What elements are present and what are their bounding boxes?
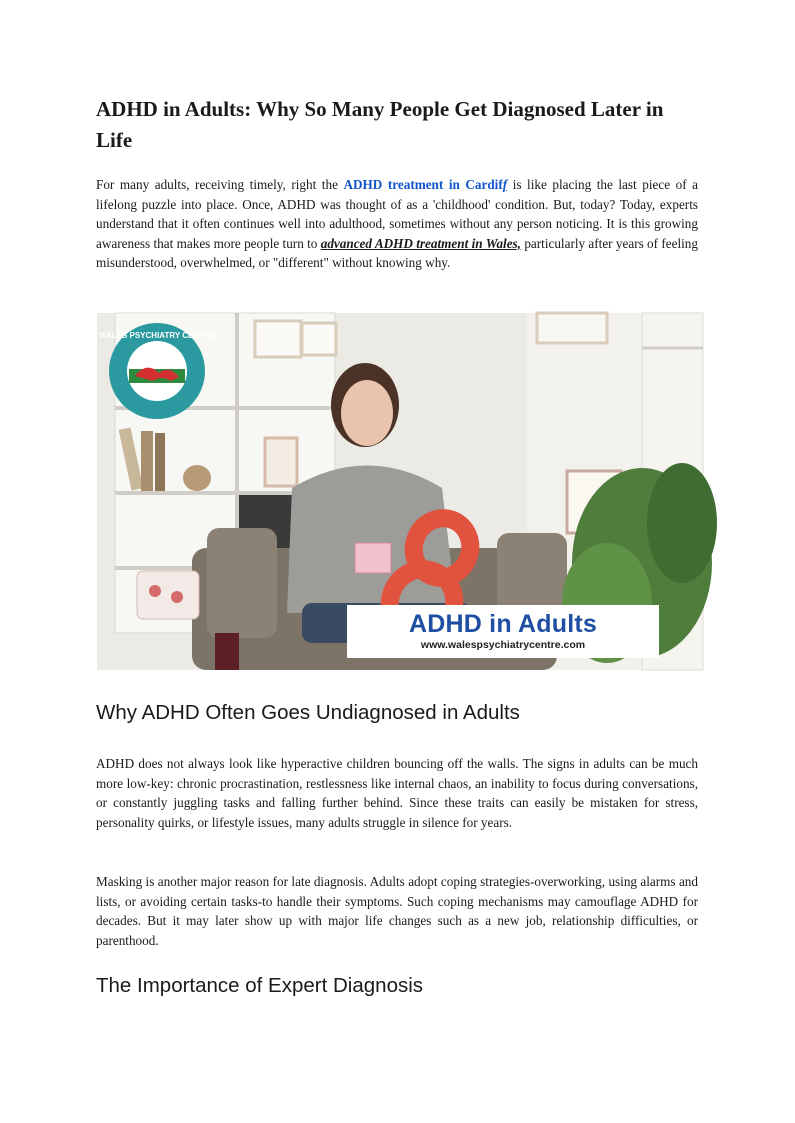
article-title: ADHD in Adults: Why So Many People Get Diagnosed Later in Life [96,97,664,152]
intro-emphasis: advanced ADHD treatment in Wales, [320,235,521,251]
intro-text-before-link: For many adults, receiving timely, right the [96,177,344,192]
section-heading-undiagnosed: Why ADHD Often Goes Undiagnosed in Adults [96,701,520,724]
adhd-treatment-cardiff-link-tail[interactable]: f [502,177,508,192]
section-heading-expert-diagnosis: The Importance of Expert Diagnosis [96,974,424,997]
wales-psychiatry-centre-logo [98,321,216,421]
logo-badge-icon [98,321,216,421]
intro-text-middle: is like placing the last piece of a lifelong puzzle into place. Once, ADHD was thought of as a 'childhood' condition. But, today? Today, experts understand that it often continues well into adulthood, sometimes without any person noticing. It is this growing awareness that makes more people turn to [96,177,698,251]
intro-paragraph [96,175,698,273]
hero-banner [347,605,659,658]
section1-paragraph-2: Masking is another major reason for late diagnosis. Adults adopt coping strategies-overworking, using alarms and lists, or avoiding certain tasks-to handle their symptoms. Such coping mechanisms may camouflage ADHD for decades. But it may later show up with major life changes such as a new job, relationship difficulties, or parenthood. [96,874,698,948]
intro-text-after: particularly after years of feeling misunderstood, overwhelmed, or "different" without knowing why. [96,235,698,270]
banner-title: ADHD in Adults [409,610,597,638]
adhd-treatment-cardiff-link[interactable]: ADHD treatment in Cardif [343,177,503,192]
banner-url: www.walespsychiatrycentre.com [420,639,586,651]
section1-paragraph-1: ADHD does not always look like hyperactive children bouncing off the walls. The signs in adults can be much more low-key: chronic procrastination, restlessness like internal chaos, an inability to focus during conversations, or constantly juggling tasks and falling further behind. Since these traits can easily be mistaken for stress, personality quirks, or lifestyle issues, many adults struggle in silence for years. [96,756,698,830]
hero-image [97,313,703,670]
logo-text: WALES PSYCHIATRY CENTRE [98,331,216,340]
